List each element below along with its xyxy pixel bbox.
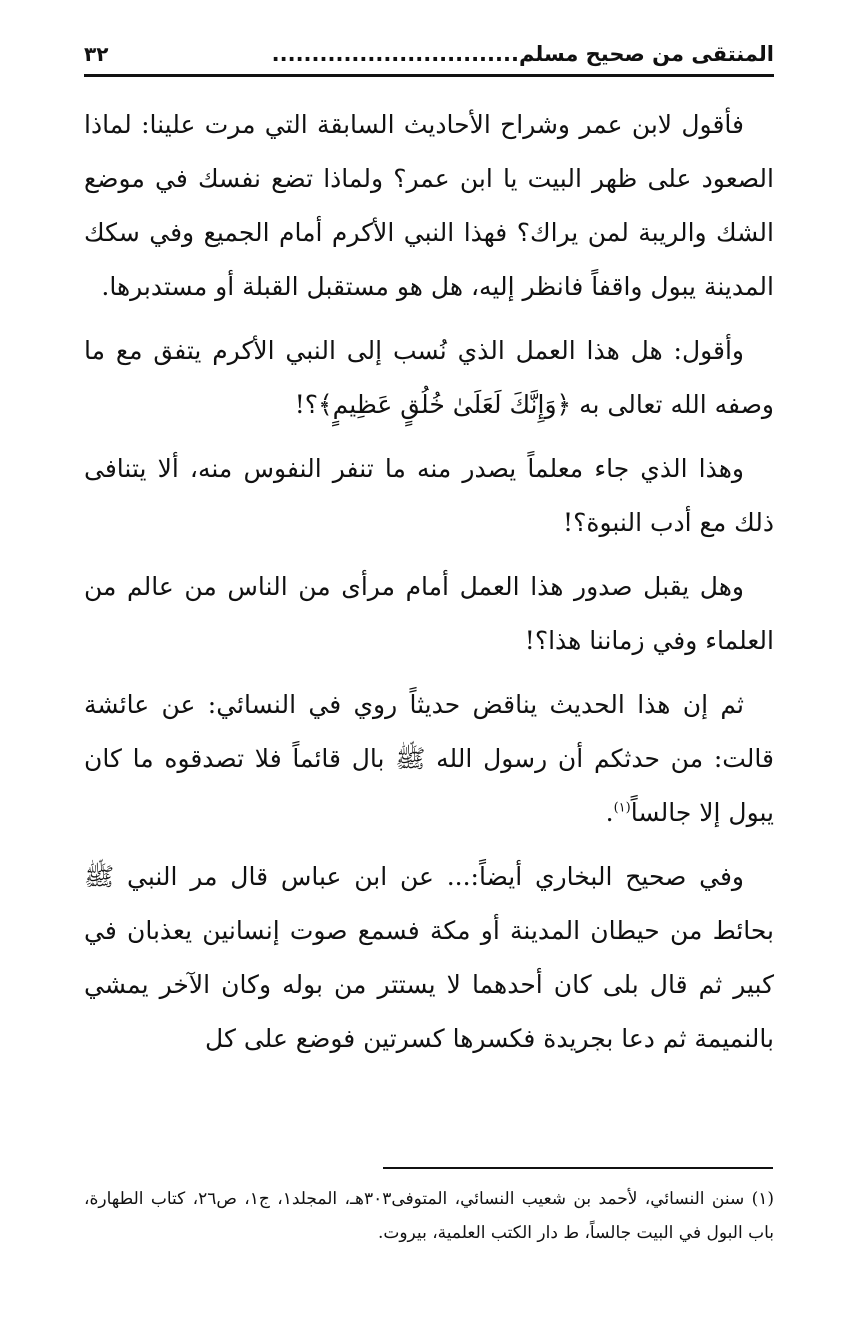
- footnote-divider: [383, 1167, 773, 1169]
- main-text: [84, 98, 774, 1076]
- footnote-reference[interactable]: (١): [613, 800, 631, 816]
- page-number: ٣٢: [84, 42, 109, 66]
- paragraph-3: وهذا الذي جاء معلماً يصدر منه ما تنفر النفوس منه، ألا يتنافى ذلك مع أدب النبوة؟!: [84, 454, 774, 537]
- paragraph-6: وفي صحيح البخاري أيضاً:... عن ابن عباس قال مر النبي ﷺ بحائط من حيطان المدينة أو مكة فسمع صوت إنسانين يعذبان في كبير ثم قال بلى كان أحدهما لا يستتر من بوله وكان الآخر يمشي بالنميمة ثم دعا بجريدة فكسرها كسرتين فوضع على كل: [84, 862, 774, 1053]
- running-head: [84, 34, 774, 77]
- paragraph-4: وهل يقبل صدور هذا العمل أمام مرأى من الناس من عالم من العلماء وفي زماننا هذا؟!: [84, 572, 774, 655]
- paragraph-5: ثم إن هذا الحديث يناقض حديثاً روي في النسائي: عن عائشة قالت: من حدثكم أن رسول الله ﷺ بال قائماً فلا تصدقوه ما كان يبول إلا جالساً$^{(١)}$.: [84, 690, 774, 827]
- running-head-title: المنتقى من صحيح مسلم...............................: [271, 42, 774, 66]
- paragraph-1: فأقول لابن عمر وشراح الأحاديث السابقة التي مرت علينا: لماذا الصعود على ظهر البيت يا ابن عمر؟ ولماذا تضع نفسك في موضع الشك والريبة لمن يراك؟ فهذا النبي الأكرم أمام الجميع وفي سكك المدينة يبول واقفاً فانظر إليه، هل هو مستقبل القبلة أو مستدبرها.: [84, 110, 774, 301]
- title-leader-dots: ...............................: [271, 42, 519, 66]
- footnote-1: (١) سنن النسائي، لأحمد بن شعيب النسائي، المتوفى٣٠٣هـ، المجلد١، ج١، ص٢٦، كتاب الطهارة، باب البول في البيت جالساً، ط دار الكتب العلمية، بيروت.: [84, 1189, 774, 1243]
- footnotes: [84, 1182, 774, 1250]
- paragraph-2: وأقول: هل هذا العمل الذي نُسب إلى النبي الأكرم يتفق مع ما وصفه الله تعالى به ﴿وَإِنَّكَ لَعَلَىٰ خُلُقٍ عَظِيمٍ﴾؟!: [84, 336, 774, 419]
